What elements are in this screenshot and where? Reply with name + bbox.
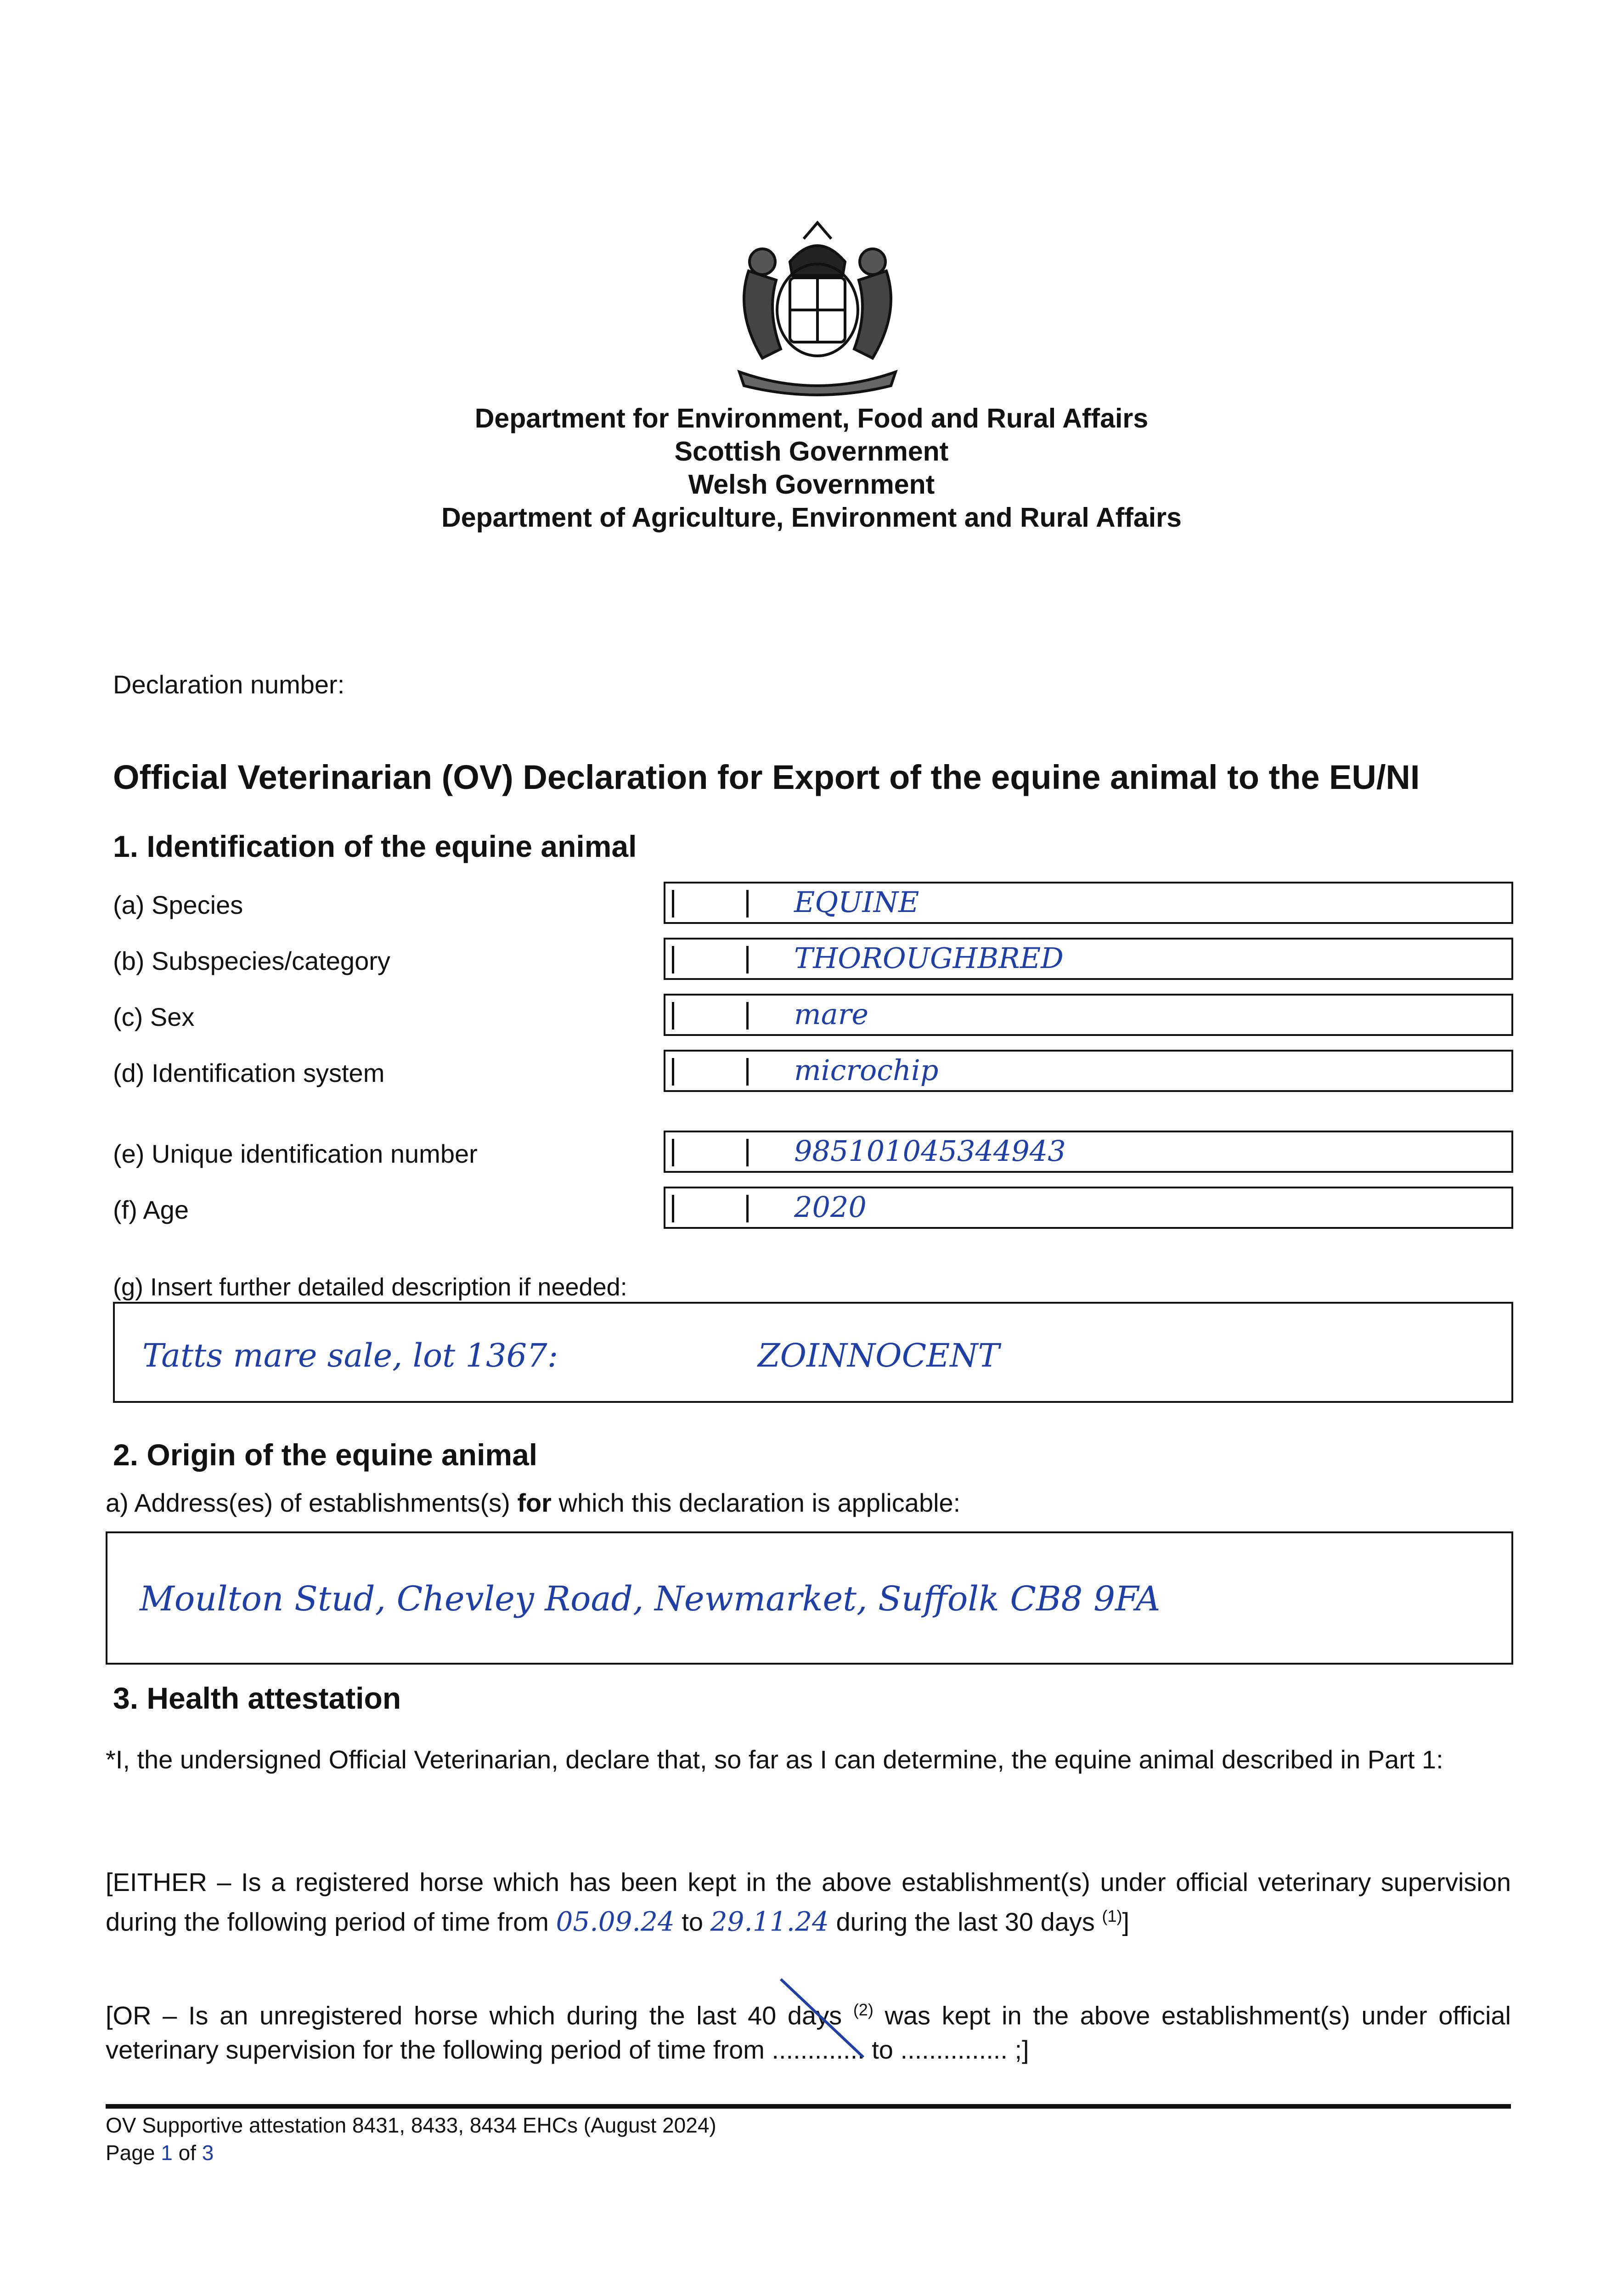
age-field[interactable] bbox=[664, 1187, 1513, 1229]
unique-id-label: (e) Unique identification number bbox=[113, 1139, 478, 1168]
establishment-address-field[interactable] bbox=[106, 1531, 1513, 1665]
subspecies-value: THOROUGHBRED bbox=[794, 941, 1064, 975]
section-3-heading: 3. Health attestation bbox=[113, 1681, 401, 1715]
declaration-number-label: Declaration number: bbox=[113, 670, 345, 699]
further-description-value-2: ZOINNOCENT bbox=[758, 1337, 1000, 1374]
section-2-heading: 2. Origin of the equine animal bbox=[113, 1438, 538, 1472]
department-line-1: Department for Environment, Food and Rural Affairs bbox=[474, 403, 1149, 433]
species-field[interactable] bbox=[664, 882, 1513, 924]
sex-value: mare bbox=[794, 997, 869, 1031]
age-label: (f) Age bbox=[113, 1195, 189, 1224]
subspecies-field[interactable] bbox=[664, 938, 1513, 980]
page-title: Official Veterinarian (OV) Declaration for Export of the equine animal to the EU/NI bbox=[113, 758, 1420, 796]
page-number: Page 1 of 3 bbox=[106, 2141, 214, 2165]
or-clause: [OR – Is an unregistered horse which during the last 40 days $^{(2)}$ was kept in the above establishment(s) under official veterinary supervision for the following period of time from ............. to ............... ;] bbox=[106, 2000, 1511, 2064]
department-line-4: Department of Agriculture, Environment and Rural Affairs bbox=[441, 502, 1182, 533]
species-label: (a) Species bbox=[113, 890, 243, 919]
sex-label: (c) Sex bbox=[113, 1002, 195, 1031]
department-line-2: Scottish Government bbox=[674, 436, 949, 467]
royal-coat-of-arms-logo bbox=[721, 220, 914, 404]
identification-system-field[interactable] bbox=[664, 1050, 1513, 1092]
age-value: 2020 bbox=[794, 1190, 867, 1224]
identification-system-value: microchip bbox=[794, 1053, 939, 1087]
footer-attestation: OV Supportive attestation 8431, 8433, 8434 EHCs (August 2024) bbox=[106, 2113, 716, 2137]
identification-system-label: (d) Identification system bbox=[113, 1058, 385, 1087]
species-value: EQUINE bbox=[794, 885, 919, 919]
section-1-heading: 1. Identification of the equine animal bbox=[113, 829, 637, 863]
footer-rule bbox=[106, 2104, 1511, 2109]
further-description-field[interactable] bbox=[113, 1302, 1513, 1403]
either-clause: [EITHER – Is a registered horse which has been kept in the above establishment(s) under official veterinary supervision during the following period of time from 05.09.24 to 29.11.24 during the last 30 days $^{(1)}$] bbox=[106, 1868, 1511, 1937]
establishment-address-value: Moulton Stud, Chevley Road, Newmarket, Suffolk CB8 9FA bbox=[140, 1579, 1161, 1619]
either-to-date: 29.11.24 bbox=[710, 1906, 829, 1937]
strike-through-mark bbox=[776, 1975, 868, 2062]
health-attestation-intro: *I, the undersigned Official Veterinarian, declare that, so far as I can determine, the equine animal described in Part 1: bbox=[106, 1745, 1443, 1774]
further-description-value: Tatts mare sale, lot 1367: bbox=[142, 1337, 558, 1374]
subspecies-label: (b) Subspecies/category bbox=[113, 946, 390, 975]
further-description-label: (g) Insert further detailed description if needed: bbox=[113, 1273, 627, 1301]
section-2-subheading: a) Address(es) of establishments(s) for which this declaration is applicable: bbox=[106, 1488, 961, 1517]
department-line-3: Welsh Government bbox=[688, 469, 935, 500]
unique-id-field[interactable] bbox=[664, 1131, 1513, 1173]
either-from-date: 05.09.24 bbox=[556, 1906, 675, 1937]
sex-field[interactable] bbox=[664, 994, 1513, 1036]
unique-id-value: 985101045344943 bbox=[794, 1134, 1066, 1168]
